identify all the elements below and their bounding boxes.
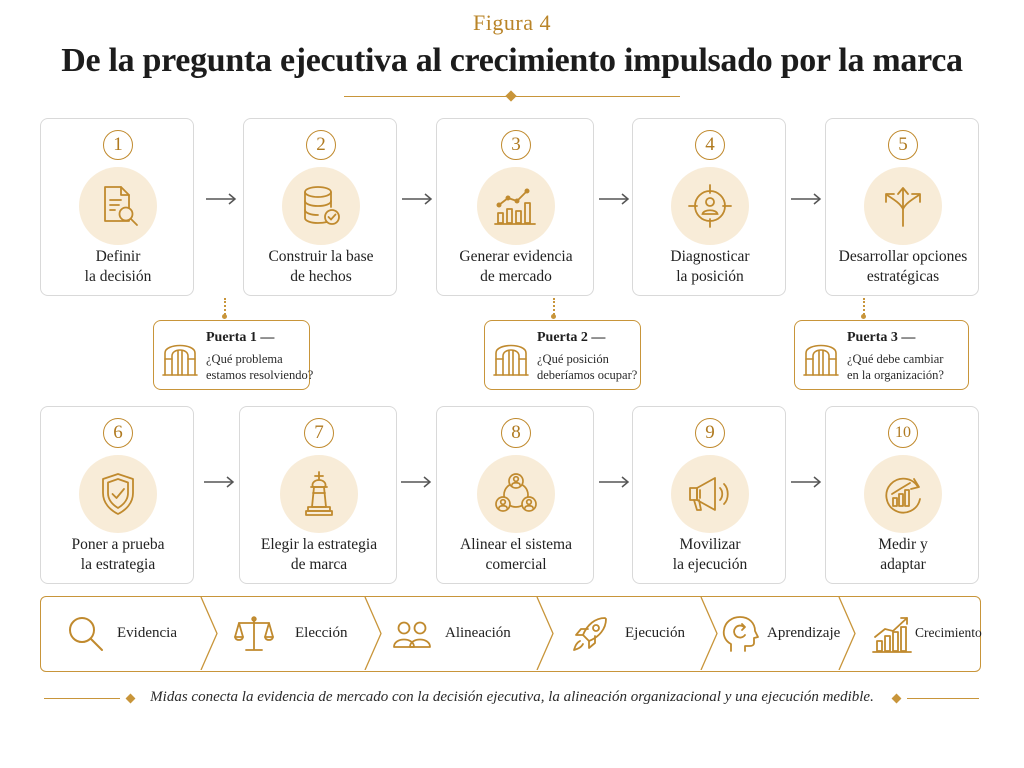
step-label [441, 535, 591, 575]
icon-circle [477, 167, 555, 245]
growth-chart-icon [871, 613, 913, 655]
step-label [45, 535, 191, 575]
gate-question-line: ¿Qué debe cambiar [847, 352, 944, 366]
footnote-rule-right [907, 698, 979, 699]
chess-king-icon [294, 469, 344, 519]
step-card-1 [40, 118, 194, 296]
banner-label: Crecimiento [915, 625, 982, 640]
step-number: 2 [306, 130, 336, 160]
step-card-3 [436, 118, 594, 296]
step-label [244, 535, 394, 575]
step-card-7 [239, 406, 397, 584]
step-card-9 [632, 406, 786, 584]
icon-circle [79, 167, 157, 245]
banner-divider [535, 597, 557, 670]
gate-question [206, 351, 313, 383]
step-card-10 [825, 406, 979, 584]
arch-gate-icon [493, 337, 529, 377]
gate-connector-dot [551, 314, 556, 319]
step-label [637, 535, 783, 575]
step-label-line: de mercado [480, 268, 552, 285]
step-card-6 [40, 406, 194, 584]
flow-arrow [399, 475, 433, 489]
icon-circle [864, 167, 942, 245]
step-label-line: la estrategia [80, 556, 156, 573]
arch-gate-icon [803, 337, 839, 377]
step-label-line: Medir y [878, 536, 928, 553]
step-label-line: Definir [95, 248, 141, 265]
head-cycle-icon [719, 613, 761, 655]
step-number: 4 [695, 130, 725, 160]
gate-1 [153, 320, 314, 390]
target-person-icon [685, 181, 735, 231]
bar-chart-trend-icon [491, 181, 541, 231]
cycle-growth-chart-icon [878, 469, 928, 519]
step-label [830, 535, 976, 575]
step-label-line: Elegir la estrategia [260, 536, 378, 553]
gate-connector-dot [222, 314, 227, 319]
gate-question [537, 351, 637, 383]
flow-arrow [789, 475, 823, 489]
step-number: 1 [103, 130, 133, 160]
banner-label: Elección [295, 625, 348, 641]
gate-2 [484, 320, 641, 390]
step-label-line: la posición [676, 268, 744, 285]
step-label [637, 247, 783, 287]
step-label-line: Movilizar [679, 536, 741, 553]
step-number: 7 [304, 418, 334, 448]
banner-divider [199, 597, 221, 670]
step-number: 5 [888, 130, 918, 160]
footnote-diamond-right [892, 694, 902, 704]
flow-arrow [400, 192, 434, 206]
banner-divider [363, 597, 385, 670]
people-group-icon [391, 613, 433, 655]
connected-people-icon [491, 469, 541, 519]
banner-label: Ejecución [625, 625, 685, 641]
step-label-line: la decisión [84, 268, 152, 285]
icon-circle [477, 455, 555, 533]
step-card-5 [825, 118, 979, 296]
icon-circle [671, 167, 749, 245]
icon-circle [280, 455, 358, 533]
step-label-line: Diagnosticar [670, 248, 750, 265]
flow-arrow [789, 192, 823, 206]
step-label [830, 247, 976, 287]
step-label-line: adaptar [880, 556, 926, 573]
balance-scale-icon [233, 613, 275, 655]
gate-title: Puerta 1 — [206, 330, 275, 345]
banner-segment-crecimiento [857, 597, 981, 670]
icon-circle [282, 167, 360, 245]
step-number: 9 [695, 418, 725, 448]
flow-arrow [597, 475, 631, 489]
step-number: 8 [501, 418, 531, 448]
title-diamond [505, 90, 516, 101]
banner-segment-evidencia [41, 597, 201, 670]
step-number: 10 [888, 418, 918, 448]
banner-segment-alineacion [383, 597, 543, 670]
banner-label: Evidencia [117, 625, 177, 641]
banner-segment-ejecucion [555, 597, 715, 670]
gate-title: Puerta 3 — [847, 330, 916, 345]
gate-question-line: ¿Qué posición [537, 352, 609, 366]
step-label [248, 247, 394, 287]
magnifier-icon [65, 613, 107, 655]
step-label-line: comercial [485, 556, 547, 573]
principles-banner [40, 596, 981, 672]
step-card-2 [243, 118, 397, 296]
gate-question-line: estamos resolviendo? [206, 368, 314, 382]
gate-3 [794, 320, 969, 390]
document-search-icon [93, 181, 143, 231]
gate-question-line: deberíamos ocupar? [537, 368, 638, 382]
figure-label: Figura 4 [473, 10, 551, 35]
flow-arrow [597, 192, 631, 206]
step-label-line: Alinear el sistema [460, 536, 572, 553]
step-label-line: Poner a prueba [71, 536, 165, 553]
step-label [441, 247, 591, 287]
banner-divider [837, 597, 859, 670]
step-card-8 [436, 406, 594, 584]
step-label-line: Construir la base [268, 248, 374, 265]
step-label-line: de hechos [290, 268, 352, 285]
page-title: De la pregunta ejecutiva al crecimiento impulsado por la marca [61, 42, 963, 79]
gate-question-line: ¿Qué problema [206, 352, 283, 366]
rocket-icon [569, 613, 611, 655]
step-label-line: la ejecución [672, 556, 748, 573]
shield-check-icon [93, 469, 143, 519]
footnote: Midas conecta la evidencia de mercado con la decisión ejecutiva, la alineación organizacional y una ejecución medible. [150, 689, 874, 705]
gate-question-line: en la organización? [847, 368, 944, 382]
icon-circle [864, 455, 942, 533]
icon-circle [671, 455, 749, 533]
step-number: 3 [501, 130, 531, 160]
megaphone-icon [685, 469, 735, 519]
gate-question [847, 351, 944, 383]
icon-circle [79, 455, 157, 533]
footnote-diamond-left [126, 694, 136, 704]
step-number: 6 [103, 418, 133, 448]
step-label-line: Desarrollar opciones [838, 248, 968, 265]
flow-arrow [202, 475, 236, 489]
branching-arrows-icon [878, 181, 928, 231]
footnote-rule-left [44, 698, 120, 699]
step-label-line: estratégicas [866, 268, 940, 285]
banner-divider [699, 597, 721, 670]
gate-title: Puerta 2 — [537, 330, 606, 345]
step-card-4 [632, 118, 786, 296]
flow-arrow [204, 192, 238, 206]
step-label-line: de marca [290, 556, 348, 573]
gate-connector-dot [861, 314, 866, 319]
banner-label: Aprendizaje [767, 625, 841, 641]
step-label-line: Generar evidencia [459, 248, 573, 265]
database-check-icon [296, 181, 346, 231]
step-label [45, 247, 191, 287]
arch-gate-icon [162, 337, 198, 377]
banner-label: Alineación [445, 625, 511, 641]
banner-segment-eleccion [219, 597, 369, 670]
